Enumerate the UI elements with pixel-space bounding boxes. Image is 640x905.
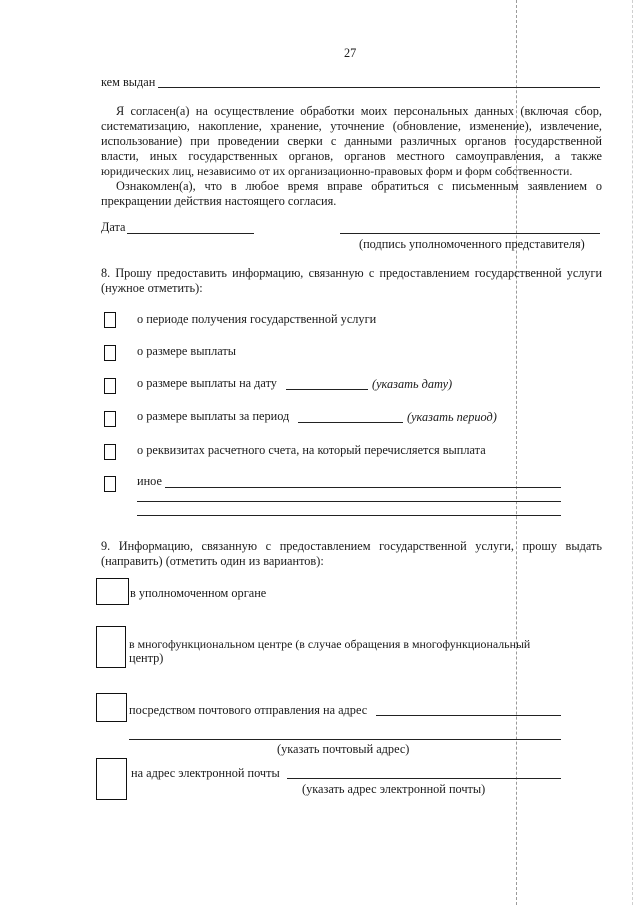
delivery-mail-checkbox[interactable]: [96, 693, 127, 722]
delivery-email-field[interactable]: [287, 778, 561, 779]
signature-caption: (подпись уполномоченного представителя): [359, 237, 585, 251]
familiar-line: прекращении действия настоящего согласия.: [101, 194, 337, 208]
delivery-mail-address-field-line2[interactable]: [129, 739, 561, 740]
consent-line: Я согласен(а) на осуществление обработки моих персональных данных (включая сбор,: [116, 104, 602, 118]
option-amount-checkbox[interactable]: [104, 345, 116, 361]
page-number: 27: [344, 46, 357, 60]
familiar-line: Ознакомлен(а), что в любое время вправе обратиться с письменным заявлением о: [116, 179, 602, 193]
delivery-mail-address-field[interactable]: [376, 715, 561, 716]
option-other-checkbox[interactable]: [104, 476, 116, 492]
date-label: Дата: [101, 220, 126, 234]
consent-line: власти, иных государственных органов, органов местного самоуправления, а также: [101, 149, 602, 163]
option-amount-date-label: о размере выплаты на дату: [137, 376, 277, 390]
option-other-field-line2[interactable]: [137, 501, 561, 502]
option-amount-date-field[interactable]: [286, 389, 368, 390]
section9-heading: 9. Информацию, связанную с предоставлением государственной услуги, прошу выдать: [101, 539, 602, 553]
delivery-mfc-label: в многофункциональном центре (в случае обращения в многофункциональный: [129, 637, 531, 651]
option-amount-period-field[interactable]: [298, 422, 403, 423]
issued-by-label: кем выдан: [101, 75, 156, 89]
option-amount-period-checkbox[interactable]: [104, 411, 116, 427]
section8-heading: 8. Прошу предоставить информацию, связанную с предоставлением государственной услуги: [101, 266, 602, 280]
option-amount-period-hint: (указать период): [407, 410, 497, 424]
consent-line: использование) при проведении сверки с данными различных органов государственной: [101, 134, 602, 148]
option-other-label: иное: [137, 474, 162, 488]
section8-subheading: (нужное отметить):: [101, 281, 203, 295]
option-amount-period-label: о размере выплаты за период: [137, 409, 290, 423]
date-field[interactable]: [127, 233, 254, 234]
signature-field[interactable]: [340, 233, 600, 234]
section9-subheading: (направить) (отметить один из вариантов):: [101, 554, 324, 568]
delivery-mail-label: посредством почтового отправления на адрес: [129, 703, 368, 717]
delivery-mfc-label-cont: центр): [129, 651, 164, 665]
delivery-mfc-checkbox[interactable]: [96, 626, 126, 668]
consent-line: систематизацию, накопление, хранение, уточнение (обновление, изменение), извлечение,: [101, 119, 602, 133]
consent-line: юридических лиц, независимо от их организационно-правовых форм и форм собственности.: [101, 164, 573, 178]
option-account-checkbox[interactable]: [104, 444, 116, 460]
issued-by-field[interactable]: [158, 87, 600, 88]
delivery-mail-caption: (указать почтовый адрес): [277, 742, 410, 756]
delivery-email-label: на адрес электронной почты: [131, 766, 280, 780]
delivery-authority-label: в уполномоченном органе: [130, 586, 267, 600]
option-account-label: о реквизитах расчетного счета, на который перечисляется выплата: [137, 443, 486, 457]
option-amount-date-hint: (указать дату): [372, 377, 453, 391]
delivery-email-caption: (указать адрес электронной почты): [302, 782, 486, 796]
delivery-email-checkbox[interactable]: [96, 758, 127, 800]
option-other-field[interactable]: [165, 487, 561, 488]
delivery-authority-checkbox[interactable]: [96, 578, 129, 605]
option-amount-label: о размере выплаты: [137, 344, 236, 358]
option-other-field-line3[interactable]: [137, 515, 561, 516]
option-amount-date-checkbox[interactable]: [104, 378, 116, 394]
option-period-label: о периоде получения государственной услуги: [137, 312, 377, 326]
scan-edge-line-outer: [632, 0, 633, 905]
option-period-checkbox[interactable]: [104, 312, 116, 328]
